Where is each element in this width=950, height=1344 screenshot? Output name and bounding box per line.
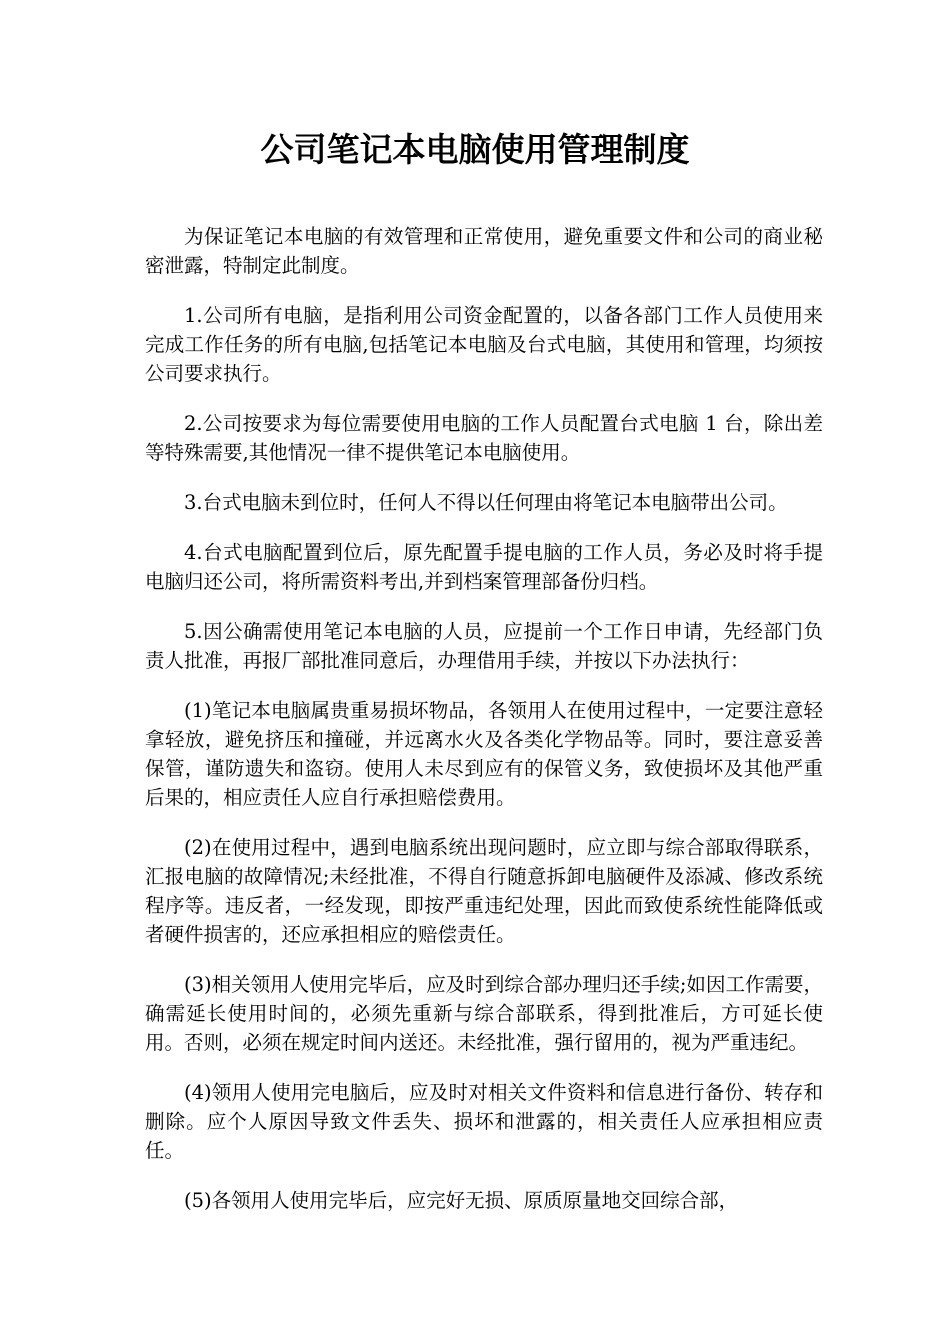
clause-3: 3.台式电脑未到位时，任何人不得以任何理由将笔记本电脑带出公司。 xyxy=(184,491,788,514)
intro-paragraph: 为保证笔记本电脑的有效管理和正常使用，避免重要文件和公司的商业秘密泄露，特制定此制度。 xyxy=(145,225,823,277)
clause-5-item-2: (2)在使用过程中，遇到电脑系统出现问题时，应立即与综合部取得联系，汇报电脑的故障情况;未经批准，不得自行随意拆卸电脑硬件及添减、修改系统程序等。违反者，一经发现，即按严重违纪处理，因此而致使系统性能降低或者硬件损害的，还应承担相应的赔偿责任。 xyxy=(145,836,823,946)
clause-2: 2.公司按要求为每位需要使用电脑的工作人员配置台式电脑 1 台，除出差等特殊需要,其他情况一律不提供笔记本电脑使用。 xyxy=(145,412,823,464)
document-body xyxy=(145,222,823,1236)
clause-5-item-1: (1)笔记本电脑属贵重易损坏物品，各领用人在使用过程中，一定要注意轻拿轻放，避免挤压和撞碰，并远离水火及各类化学物品等。同时，要注意妥善保管，谨防遗失和盗窃。使用人未尽到应有的保管义务，致使损坏及其他严重后果的，相应责任人应自行承担赔偿费用。 xyxy=(145,699,823,809)
clause-5-item-4: (4)领用人使用完电脑后，应及时对相关文件资料和信息进行备份、转存和删除。应个人原因导致文件丢失、损坏和泄露的，相关责任人应承担相应责任。 xyxy=(145,1081,823,1162)
clause-1: 1.公司所有电脑，是指利用公司资金配置的，以备各部门工作人员使用来完成工作任务的所有电脑,包括笔记本电脑及台式电脑，其使用和管理，均须按公司要求执行。 xyxy=(145,304,823,385)
clause-5-item-5: (5)各领用人使用完毕后，应完好无损、原质原量地交回综合部， xyxy=(184,1189,739,1212)
clause-5-item-3: (3)相关领用人使用完毕后，应及时到综合部办理归还手续;如因工作需要，确需延长使用时间的，必须先重新与综合部联系，得到批准后，方可延长使用。否则，必须在规定时间内送还。未经批准，强行留用的，视为严重违纪。 xyxy=(145,973,823,1054)
document-title: 公司笔记本电脑使用管理制度 xyxy=(260,130,690,169)
clause-5: 5.因公确需使用笔记本电脑的人员，应提前一个工作日申请，先经部门负责人批准，再报厂部批准同意后，办理借用手续，并按以下办法执行： xyxy=(145,620,823,672)
clause-4: 4.台式电脑配置到位后，原先配置手提电脑的工作人员，务必及时将手提电脑归还公司，将所需资料考出,并到档案管理部备份归档。 xyxy=(145,541,823,593)
